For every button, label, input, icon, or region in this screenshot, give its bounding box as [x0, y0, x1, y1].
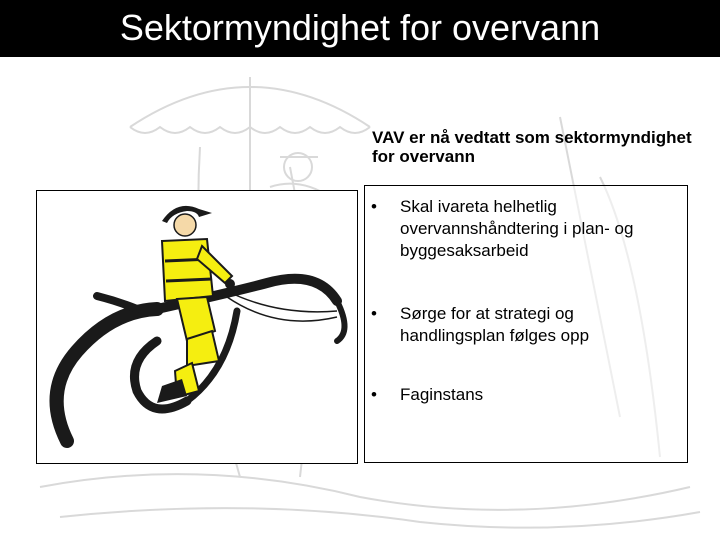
bullet-marker: •	[371, 385, 377, 404]
title-bar	[0, 0, 720, 57]
bullet-text: Skal ivareta helhetlig overvannshåndtering i plan- og byggesaksarbeid	[400, 197, 634, 260]
bullet-text: Sørge for at strategi og handlingsplan følges opp	[400, 304, 590, 345]
bullet-marker: •	[371, 304, 377, 323]
slide-title: Sektormyndighet for overvann	[119, 7, 601, 48]
bullet-marker: •	[371, 197, 377, 216]
bullet-box	[364, 185, 688, 463]
reins	[227, 291, 337, 321]
bullet-text: Faginstans	[400, 385, 484, 404]
illustration-panel	[36, 190, 358, 464]
person-riding-hose-illustration	[37, 191, 357, 463]
intro-text: VAV er nå vedtatt som sektormyndighet for overvann	[372, 128, 692, 166]
